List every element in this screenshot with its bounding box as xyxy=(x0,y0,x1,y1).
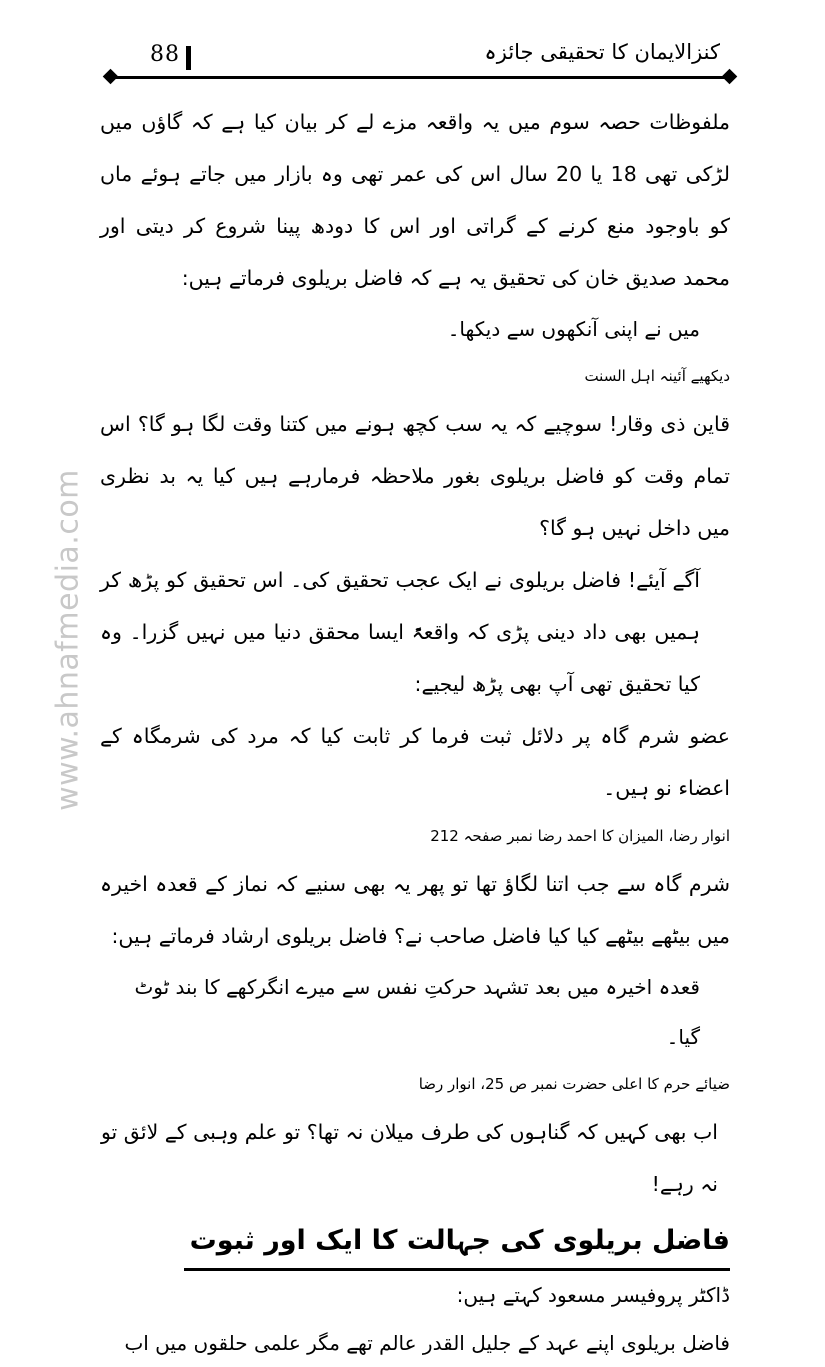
page-body xyxy=(100,96,730,1367)
section-heading: فاضل بریلوی کی جہالت کا ایک اور ثبوت xyxy=(184,1216,730,1271)
watermark-text: www.ahnafmedia.com xyxy=(50,469,86,811)
paragraph: ملفوظات حصہ سوم میں یہ واقعہ مزے لے کر بیان کیا ہے کہ گاؤں میں لڑکی تھی 18 یا 20 سال اس کی عمر تھی وہ بازار میں جاتے ہوئے ماں کو باوجود منع کرنے کے گراتی اور اس کا دودھ پینا شروع کر دیتی اور محمد صدیق خان کی تحقیق یہ ہے کہ فاضل بریلوی فرماتے ہیں: xyxy=(100,110,730,290)
page-header xyxy=(110,40,730,84)
running-title: کنزالایمان کا تحقیقی جائزہ xyxy=(484,40,720,64)
paragraph: اب بھی کہیں کہ گناہوں کی طرف میلان نہ تھا؟ تو علم وہبی کے لائق تو نہ رہے! xyxy=(100,1120,718,1196)
rule-diamond-left xyxy=(103,69,119,85)
paragraph: شرم گاہ سے جب اتنا لگاؤ تھا تو پھر یہ بھی سنیے کہ نماز کے قعدہ اخیرہ میں بیٹھے بیٹھے کیا کیا فاضل صاحب نے؟ فاضل بریلوی ارشاد فرماتے ہیں: xyxy=(100,872,730,948)
paragraph: فاضل بریلوی اپنے عہد کے جلیل القدر عالم تھے مگر علمی حلقوں میں اب xyxy=(124,1331,730,1355)
header-rule xyxy=(110,76,730,79)
quote: قعدہ اخیرہ میں بعد تشہد حرکتِ نفس سے میرے انگرکھے کا بند ٹوٹ گیا۔ xyxy=(134,975,700,1049)
watermark xyxy=(38,430,98,850)
citation: ضیائے حرم کا اعلی حضرت نمبر ص 25، انوار رضا xyxy=(418,1075,730,1093)
section-heading-wrap xyxy=(100,1216,730,1271)
paragraph: قاین ذی وقار! سوچیے کہ یہ سب کچھ ہونے میں کتنا وقت لگا ہو گا؟ اس تمام وقت کو فاضل بریلوی بغور ملاحظہ فرمارہے ہیں کیا یہ بد نظری میں داخل نہیں ہو گا؟ xyxy=(100,412,730,540)
paragraph: آگے آیئے! فاضل بریلوی نے ایک عجب تحقیق کی۔ اس تحقیق کو پڑھ کر ہمیں بھی داد دینی پڑی کہ واقعۃً ایسا محقق دنیا میں نہیں گزرا۔ وہ کیا تحقیق تھی آپ بھی پڑھ لیجیے: xyxy=(100,568,700,696)
paragraph: ڈاکٹر پروفیسر مسعود کہتے ہیں: xyxy=(456,1283,730,1307)
citation: انوار رضا، المیزان کا احمد رضا نمبر صفحہ 212 xyxy=(430,827,730,845)
rule-diamond-right xyxy=(722,69,738,85)
quote: عضو شرم گاہ پر دلائل ثبت فرما کر ثابت کیا کہ مرد کی شرمگاہ کے اعضاء نو ہیں۔ xyxy=(100,724,730,800)
citation: دیکھیے آئینہ اہل السنت xyxy=(584,367,730,385)
page-number-bar xyxy=(186,46,191,70)
quote: میں نے اپنی آنکھوں سے دیکھا۔ xyxy=(447,317,700,341)
page-number: 88 xyxy=(150,42,180,67)
